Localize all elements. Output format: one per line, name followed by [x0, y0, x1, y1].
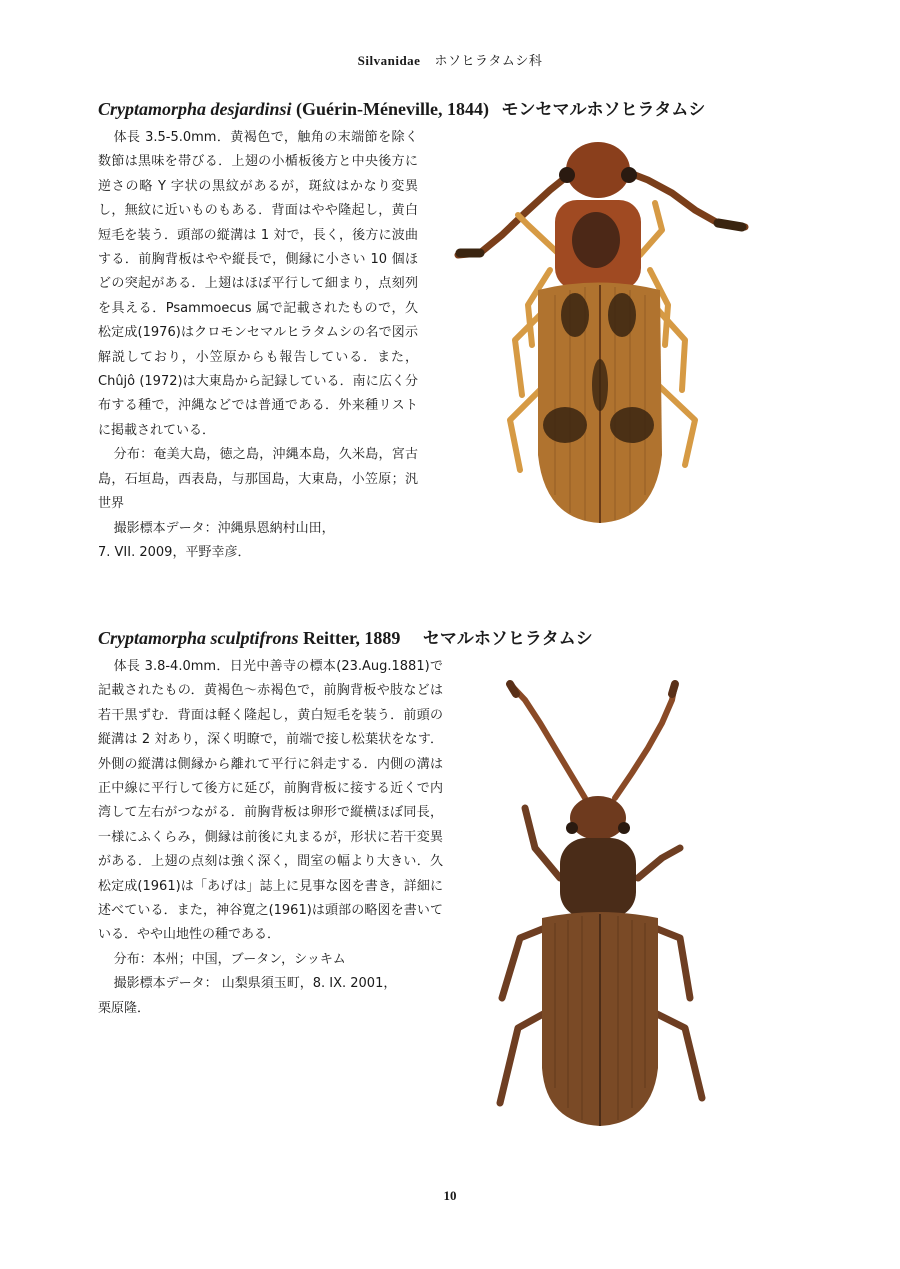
species-1-description: 体長 3.5-5.0mm．黄褐色で，触角の末端節を除く数節は黒味を帯びる．上翅の小楯板後方と中央後方に逆さの略 Y 字状の黒紋があるが，斑紋はかなり変異し，無紋に近いものもある．背面はやや隆起し，黄白短毛を装う．頭部の縦溝は 1 対で，長く，後方に波曲する．前胸背板はやや縦長で，側縁に小さい 10 個ほどの突起がある．上翅はほぼ平行して細まり，点刻列を具える．Psammoecus 属で記載されたもので，久松定成(1976)はクロモンセマルヒラタムシの名で図示解説しており，小笠原からも報告している．また，Chûjô (1972)は大東島から記録している．南に広く分布する種で，沖縄などでは普通である．外来種リストに掲載されている． [98, 130, 418, 438]
species-title-1 [98, 95, 705, 120]
species-1-japanese-name: モンセマルホソヒラタムシ [501, 100, 706, 120]
species-1-specimen-collector: 7. VII. 2009，平野幸彦． [98, 544, 251, 560]
species-1-specimen-data: 撮影標本データ：沖縄県恩納村山田， [113, 520, 335, 536]
species-2-japanese-name: セマルホソヒラタムシ [422, 629, 593, 649]
beetle-photo-2 [480, 678, 720, 1128]
beetle-photo-1 [450, 135, 760, 530]
species-1-author: (Guérin-Méneville, 1844) [296, 99, 490, 119]
family-latin: Silvanidae [357, 53, 421, 68]
species-2-text [98, 655, 443, 1021]
species-2-distribution: 分布：本州；中国，ブータン，シッキム [113, 951, 346, 967]
species-2-description: 体長 3.8-4.0mm．日光中善寺の標本(23.Aug.1881)で記載されたもの．黄褐色～赤褐色で，前胸背板や肢などは若干黒ずむ．背面は軽く隆起し，黄白短毛を装う．前頭の縦溝は 2 対あり，深く明瞭で，前端で接し松葉状をなす．外側の縦溝は側縁から離れて平行に斜走する．内側の溝は正中線に平行して後方に延び，前胸背板に接する近くで内湾して左右がつながる．前胸背板は卵形で縦横ほぼ同長，一様にふくらみ，側縁は前後に丸まるが，形状に若干変異がある．上翅の点刻は強く深く，間室の幅より大きい．久松定成(1961)は「あげは」誌上に見事な図を書き，詳細に述べている．また，神谷寛之(1961)は頭部の略図を書いている．やや山地性の種である． [98, 659, 443, 943]
species-2-scientific-name: Cryptamorpha sculptifrons [98, 628, 299, 648]
species-2-author: Reitter, 1889 [303, 628, 401, 648]
family-japanese: ホソヒラタムシ科 [434, 53, 543, 68]
species-1-scientific-name: Cryptamorpha desjardinsi [98, 99, 292, 119]
species-2-specimen-data: 撮影標本データ： 山梨県須玉町，8. IX. 2001， [113, 976, 397, 992]
running-head [0, 50, 900, 69]
species-title-2 [98, 624, 593, 649]
species-1-distribution: 分布：奄美大島，徳之島，沖縄本島，久米島，宮古島，石垣島，西表島，与那国島，大東島，小笠原；汎世界 [98, 447, 418, 512]
page-number: 10 [443, 1188, 457, 1203]
species-1-text [98, 126, 418, 565]
species-2-specimen-collector: 栗原隆． [98, 1000, 151, 1016]
